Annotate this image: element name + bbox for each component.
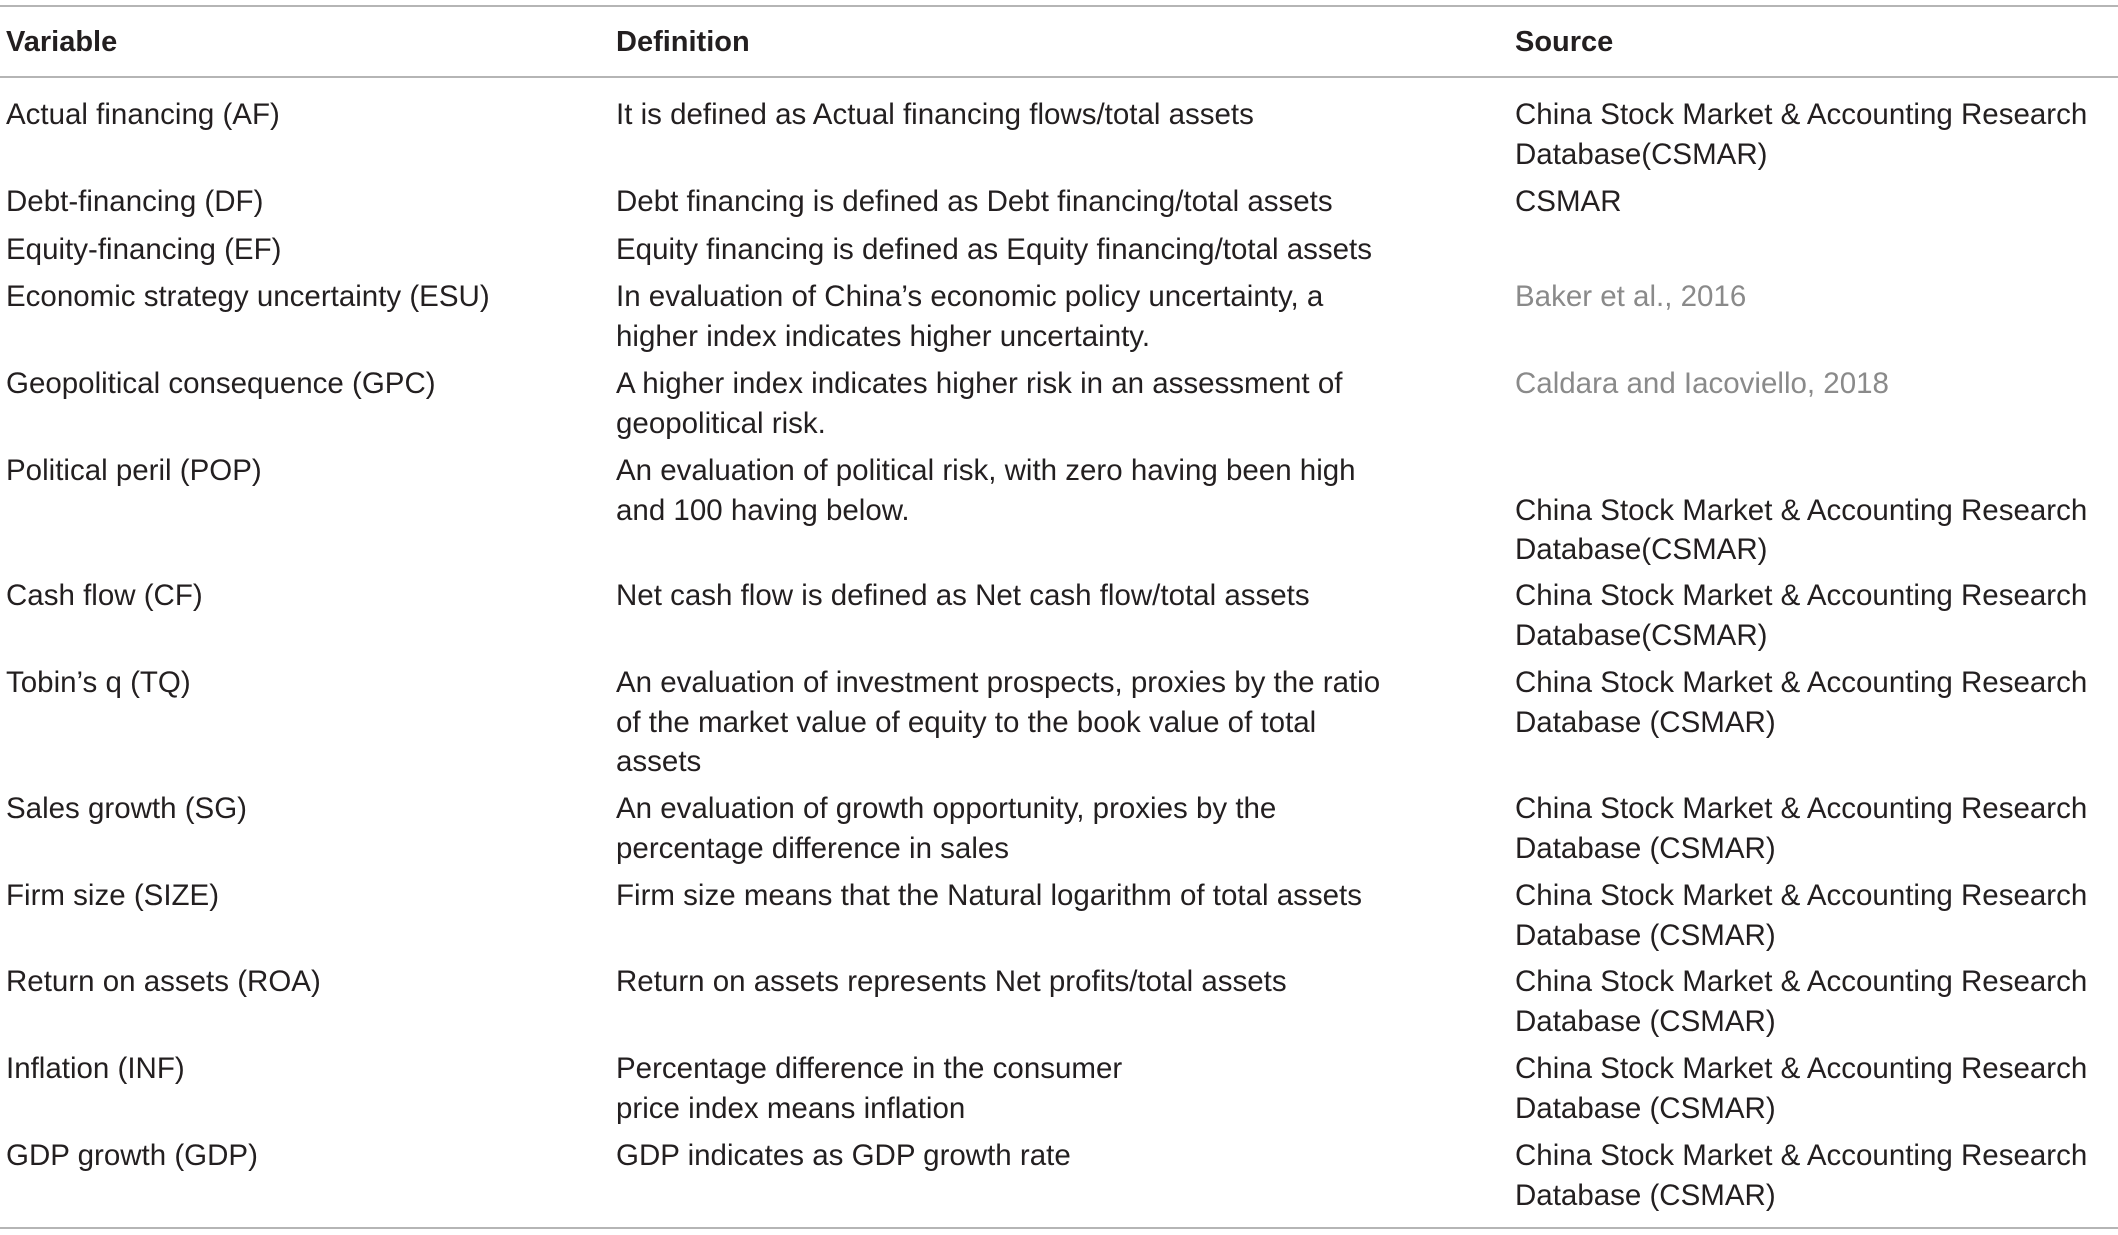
- cell-definition: [616, 1136, 1071, 1176]
- cell-definition-line: An evaluation of political risk, with zero having been high: [616, 454, 1356, 487]
- cell-source: [1515, 962, 2087, 1041]
- cell-definition-line: geopolitical risk.: [616, 406, 826, 440]
- cell-definition: [616, 663, 1380, 782]
- cell-definition: [616, 95, 1254, 135]
- cell-variable-text: Political peril (POP): [6, 454, 262, 487]
- cell-variable-text: Economic strategy uncertainty (ESU): [6, 280, 490, 313]
- cell-variable-text: GDP growth (GDP): [6, 1139, 258, 1172]
- table-bottom-rule: [0, 1227, 2118, 1229]
- cell-source-line: China Stock Market & Accounting Research: [1515, 1052, 2088, 1085]
- header-source: Source: [1515, 26, 1614, 58]
- cell-source-line: Database (CSMAR): [1515, 705, 1776, 739]
- cell-variable-text: Equity-financing (EF): [6, 233, 282, 266]
- cell-definition-line: Debt financing is defined as Debt financing/total assets: [616, 185, 1333, 218]
- cell-definition-line: Equity financing is defined as Equity financing/total assets: [616, 233, 1372, 266]
- cell-source-line: China Stock Market & Accounting Research: [1515, 493, 2088, 527]
- cell-source-line: Database (CSMAR): [1515, 831, 1776, 865]
- cell-definition-line: A higher index indicates higher risk in an assessment of: [616, 367, 1343, 400]
- cell-variable: [6, 1049, 185, 1089]
- cell-variable: [6, 364, 436, 404]
- cell-variable-text: Debt-financing (DF): [6, 185, 264, 218]
- cell-source-line: CSMAR: [1515, 185, 1622, 218]
- cell-source-line: Database(CSMAR): [1515, 533, 1768, 566]
- cell-source-line: Database (CSMAR): [1515, 1091, 1776, 1125]
- cell-source-line: Database (CSMAR): [1515, 1004, 1776, 1038]
- cell-source-line: China Stock Market & Accounting Research: [1515, 579, 2088, 612]
- cell-variable-text: Cash flow (CF): [6, 579, 203, 612]
- cell-variable-text: Inflation (INF): [6, 1052, 185, 1085]
- cell-definition-line: An evaluation of investment prospects, proxies by the ratio: [616, 666, 1381, 699]
- cell-source: [1515, 876, 2087, 955]
- cell-definition-line: An evaluation of growth opportunity, proxies by the: [616, 792, 1277, 825]
- cell-variable-text: Actual financing (AF): [6, 98, 280, 131]
- cell-source: [1515, 95, 2087, 174]
- cell-definition: [616, 789, 1276, 868]
- cell-source-line: Baker et al., 2016: [1515, 280, 1747, 313]
- cell-source: [1515, 1049, 2087, 1128]
- cell-source: [1515, 1136, 2087, 1215]
- cell-definition: [616, 962, 1287, 1002]
- cell-source-line: Database (CSMAR): [1515, 918, 1776, 952]
- cell-source-line: China Stock Market & Accounting Research: [1515, 1139, 2088, 1172]
- cell-definition-line: Return on assets represents Net profits/total assets: [616, 965, 1287, 998]
- cell-source-reference[interactable]: [1515, 277, 1746, 317]
- cell-definition: [616, 182, 1333, 222]
- cell-variable-text: Return on assets (ROA): [6, 965, 321, 998]
- cell-definition: [616, 876, 1362, 916]
- cell-variable: [6, 1136, 258, 1176]
- cell-source-line: China Stock Market & Accounting Research: [1515, 666, 2088, 699]
- cell-source: [1515, 663, 2087, 742]
- cell-variable: [6, 876, 219, 916]
- cell-variable-text: Firm size (SIZE): [6, 879, 220, 912]
- cell-definition: [616, 1049, 1122, 1128]
- cell-source: [1515, 491, 2087, 570]
- cell-source-line: China Stock Market & Accounting Research: [1515, 98, 2088, 131]
- cell-variable: [6, 182, 263, 222]
- table-top-rule: [0, 5, 2118, 7]
- cell-source: [1515, 789, 2087, 868]
- cell-definition: [616, 576, 1310, 616]
- cell-definition-line: assets: [616, 745, 702, 778]
- cell-definition: [616, 230, 1372, 270]
- cell-source-line: Caldara and Iacoviello, 2018: [1515, 367, 1889, 400]
- cell-definition-line: It is defined as Actual financing flows/total assets: [616, 98, 1254, 131]
- cell-source-line: China Stock Market & Accounting Research: [1515, 879, 2088, 912]
- cell-variable: [6, 789, 247, 829]
- cell-variable: [6, 277, 490, 317]
- cell-source-reference[interactable]: [1515, 364, 1889, 404]
- cell-source: [1515, 182, 1622, 222]
- cell-definition-line: higher index indicates higher uncertainty.: [616, 319, 1151, 353]
- cell-variable-text: Tobin’s q (TQ): [6, 666, 191, 699]
- cell-variable-text: Geopolitical consequence (GPC): [6, 367, 436, 400]
- cell-definition-line: Net cash flow is defined as Net cash flow/total assets: [616, 579, 1310, 612]
- cell-variable-text: Sales growth (SG): [6, 792, 247, 825]
- cell-definition: [616, 277, 1323, 356]
- cell-source-line: Database(CSMAR): [1515, 618, 1768, 652]
- header-variable: Variable: [6, 26, 118, 58]
- cell-variable: [6, 576, 203, 616]
- cell-definition: [616, 364, 1342, 443]
- cell-definition-line: and 100 having below.: [616, 493, 910, 527]
- cell-definition-line: In evaluation of China’s economic policy uncertainty, a: [616, 280, 1324, 313]
- cell-source-line: China Stock Market & Accounting Research: [1515, 792, 2088, 825]
- cell-source: [1515, 576, 2087, 655]
- cell-definition-line: price index means inflation: [616, 1091, 966, 1125]
- cell-source-line: Database(CSMAR): [1515, 137, 1768, 171]
- header-definition: Definition: [616, 26, 750, 58]
- cell-definition-line: of the market value of equity to the book value of total: [616, 705, 1317, 739]
- cell-variable: [6, 451, 262, 491]
- cell-source-line: China Stock Market & Accounting Research: [1515, 965, 2088, 998]
- cell-definition-line: GDP indicates as GDP growth rate: [616, 1139, 1071, 1172]
- cell-variable: [6, 962, 321, 1002]
- table-header-rule: [0, 76, 2118, 78]
- cell-variable: [6, 663, 191, 703]
- cell-definition-line: Firm size means that the Natural logarithm of total assets: [616, 879, 1362, 912]
- cell-definition-line: percentage difference in sales: [616, 831, 1010, 865]
- cell-variable: [6, 230, 281, 270]
- cell-definition: [616, 451, 1356, 530]
- cell-definition-line: Percentage difference in the consumer: [616, 1052, 1123, 1085]
- cell-source-line: Database (CSMAR): [1515, 1178, 1776, 1212]
- cell-variable: [6, 95, 280, 135]
